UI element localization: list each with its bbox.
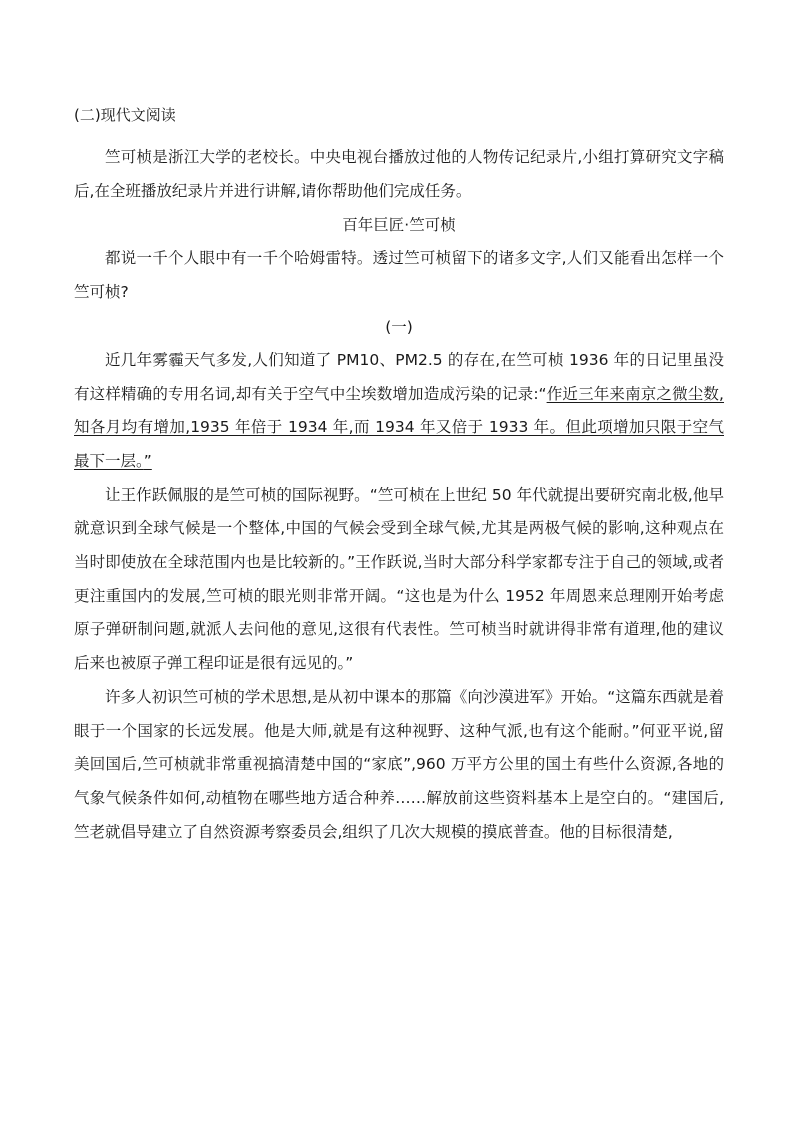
- paragraph-4: 许多人初识竺可桢的学术思想,是从初中课本的那篇《向沙漠进军》开始。“这篇东西就是着眼于一个国家的长远发展。他是大师,就是有这种视野、这种气派,也有这个能耐。”何亚平说,留美回国后,竺可桢就非常重视搞清楚中国的“家底”,960 万平方公里的国土有些什么资源,各地的气象气候条件如何,动植物在哪些地方适合种养……解放前这些资料基本上是空白的。“建国后,竺老就倡导建立了自然资源考察委员会,组织了几次大规模的摸底普查。他的目标很清楚,: [74, 687, 724, 841]
- part-marker: (一): [385, 317, 413, 336]
- paragraph-2-lead: 近几年雾霾天气多发,人们知道了 PM10、PM2.5 的存在,在竺可桢 1936 年的日记里虽没有这样精确的专用名词,却有关于空气中尘埃数增加造成污染的记录:“: [74, 350, 724, 403]
- paragraph-1: 都说一千个人眼中有一千个哈姆雷特。透过竺可桢留下的诸多文字,人们又能看出怎样一个竺可桢?: [74, 249, 724, 302]
- underlined-quote-text: 作近三年来南京之微尘数,知各月均有增加,1935 年倍于 1934 年,而 1934 年又倍于 1933 年。但此项增加只限于空气最下一层。: [74, 384, 724, 470]
- paragraph-2: [74, 344, 724, 479]
- closing-quote: ”: [143, 451, 152, 470]
- article-title: 百年巨匠·竺可桢: [342, 216, 456, 235]
- paragraph-3: 让王作跃佩服的是竺可桢的国际视野。“竺可桢在上世纪 50 年代就提出要研究南北极,他早就意识到全球气候是一个整体,中国的气候会受到全球气候,尤其是两极气候的影响,这种观点在当时即使放在全球范围内也是比较新的。”王作跃说,当时大部分科学家都专注于自己的领域,或者更注重国内的发展,竺可桢的眼光则非常开阔。“这也是为什么 1952 年周恩来总理刚开始考虑原子弹研制问题,就派人去问他的意见,这很有代表性。竺可桢当时就讲得非常有道理,他的建议后来也被原子弹工程印证是很有远见的。”: [74, 485, 724, 673]
- section-heading: (二)现代文阅读: [74, 106, 176, 124]
- intro-paragraph: 竺可桢是浙江大学的老校长。中央电视台播放过他的人物传记纪录片,小组打算研究文字稿后,在全班播放纪录片并进行讲解,请你帮助他们完成任务。: [74, 148, 724, 200]
- document-body: [74, 103, 724, 849]
